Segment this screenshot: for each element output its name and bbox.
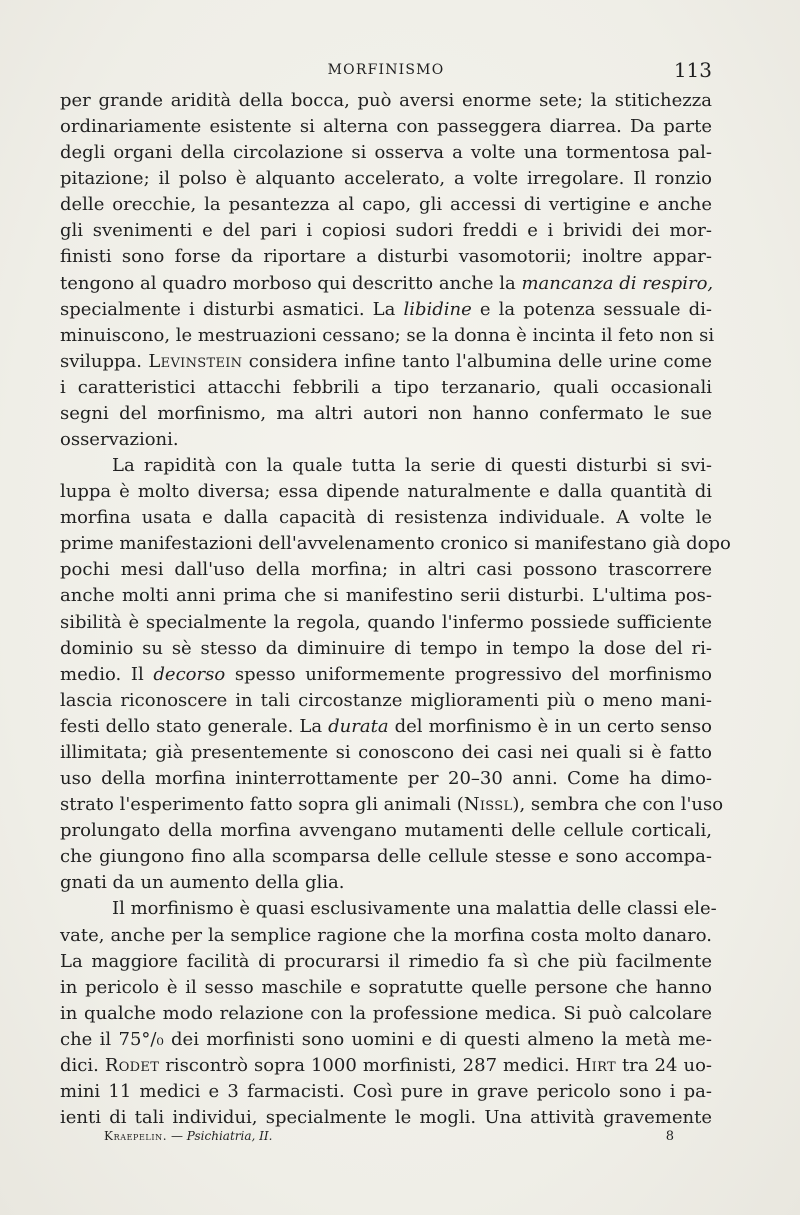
text-line: ienti di tali individui, specialmente le mogli. Una attività gravemente — [60, 1107, 712, 1129]
text-line: gnati da un aumento della glia. — [60, 872, 345, 894]
footer-work-title: Psichiatria, II. — [186, 1129, 273, 1143]
text-line — [60, 1053, 712, 1079]
text-line: degli organi della circolazione si osserva a volte una tormentosa pal- — [60, 142, 712, 164]
page-number: 113 — [673, 58, 712, 82]
text-line: delle orecchie, la pesantezza al capo, gli accessi di vertigine e anche — [60, 194, 712, 216]
italic-term: libidine — [403, 298, 472, 320]
author-name: Hirt — [575, 1054, 616, 1076]
italic-term: mancanza di respiro, — [521, 272, 714, 294]
text-run: specialmente i disturbi asmatici. La — [60, 298, 404, 320]
text-line: ordinariamente esistente si alterna con passeggera diarrea. Da parte — [60, 116, 712, 138]
text-line: per grande aridità della bocca, può aversi enorme sete; la stitichezza — [60, 90, 712, 111]
text-run: tra 24 uo- — [615, 1054, 713, 1076]
text-line: lascia riconoscere in tali circostanze miglioramenti più o meno mani- — [60, 689, 712, 711]
text-run: festi dello stato generale. La — [60, 715, 329, 737]
text-line: in pericolo è il sesso maschile e sopratutte quelle persone che hanno — [60, 976, 712, 998]
text-line: minuiscono, le mestruazioni cessano; se la donna è incinta il feto non si — [60, 324, 715, 346]
text-run: strato l'esperimento fatto sopra gli animali ( — [60, 794, 464, 816]
italic-term: decorso — [153, 663, 226, 685]
text-line: uso della morfina ininterrottamente per 20–30 anni. Come ha dimo- — [60, 768, 712, 790]
text-line: vate, anche per la semplice ragione che la morfina costa molto danaro. — [60, 924, 712, 946]
text-line — [60, 792, 724, 818]
author-name: Nissl — [463, 794, 513, 816]
text-line: La rapidità con la quale tutta la serie di questi disturbi si svi- — [112, 455, 712, 477]
text-line — [60, 714, 712, 740]
text-line — [60, 662, 712, 688]
running-title: MORFINISMO — [327, 62, 445, 78]
text-line: che il 75°/₀ dei morfinisti sono uomini e di questi almeno la metà me- — [60, 1028, 712, 1050]
text-run: medio. Il — [60, 663, 154, 685]
text-line: gli svenimenti e del pari i copiosi sudori freddi e i brividi dei mor- — [60, 220, 712, 242]
footer-author: Kraepelin. — [104, 1129, 168, 1143]
text-line: osservazioni. — [60, 429, 179, 451]
text-run: riscontrò sopra 1000 morfinisti, 287 medici. — [159, 1054, 576, 1076]
text-line — [60, 271, 712, 297]
text-line: sibilità è specialmente la regola, quando l'infermo possiede sufficiente — [60, 611, 712, 633]
footer-separator: — — [167, 1129, 187, 1143]
text-line: Il morfinismo è quasi esclusivamente una malattia delle classi ele- — [112, 898, 717, 920]
text-run: e la potenza sessuale di- — [471, 298, 712, 320]
text-line — [60, 297, 712, 323]
text-line: illimitata; già presentemente si conoscono dei casi nei quali si è fatto — [60, 741, 712, 763]
text-line: prolungato della morfina avvengano mutamenti delle cellule corticali, — [60, 820, 712, 842]
text-run: ), sembra che con l'uso — [512, 794, 724, 816]
page-footer — [104, 1129, 674, 1149]
text-line: anche molti anni prima che si manifestino serii disturbi. L'ultima pos- — [60, 585, 712, 607]
text-line — [60, 349, 712, 375]
text-line: segni del morfinismo, ma altri autori non hanno confermato le sue — [60, 402, 712, 424]
signature-mark: 8 — [665, 1129, 674, 1144]
text-line: pochi mesi dall'uso della morfina; in altri casi possono trascorrere — [60, 559, 712, 581]
body-text — [60, 88, 731, 1131]
text-line: pitazione; il polso è alquanto accelerato, a volte irregolare. Il ronzio — [60, 168, 712, 190]
text-line: dominio su sè stesso da diminuire di tempo in tempo la dose del ri- — [60, 637, 712, 659]
author-name: Rodet — [104, 1054, 160, 1076]
text-run: dici. — [60, 1054, 105, 1076]
text-run: considera infine tanto l'albumina delle urine come — [242, 350, 713, 372]
text-line: i caratteristici attacchi febbrili a tipo terzanario, quali occasionali — [60, 376, 712, 398]
text-run: del morfinismo è in un certo senso — [388, 715, 712, 737]
page-header — [60, 58, 712, 82]
text-run: spesso uniformemente progressivo del morfinismo — [225, 663, 713, 685]
text-line: in qualche modo relazione con la professione medica. Si può calcolare — [60, 1002, 712, 1024]
text-line: finisti sono forse da riportare a disturbi vasomotorii; inoltre appar- — [60, 246, 712, 268]
text-line: luppa è molto diversa; essa dipende naturalmente e dalla quantità di — [60, 481, 712, 503]
text-run: tengono al quadro morboso qui descritto anche la — [60, 272, 522, 294]
text-run: sviluppa. — [60, 350, 149, 372]
text-line: mini 11 medici e 3 farmacisti. Così pure in grave pericolo sono i pa- — [60, 1080, 712, 1102]
text-line: che giungono fino alla scomparsa delle cellule stesse e sono accompa- — [60, 846, 712, 868]
text-line: morfina usata e dalla capacità di resistenza individuale. A volte le — [60, 507, 712, 529]
text-line: prime manifestazioni dell'avvelenamento cronico si manifestano già dopo — [60, 533, 731, 555]
italic-term: durata — [328, 715, 389, 737]
author-name: Levinstein — [148, 350, 243, 372]
text-line: La maggiore facilità di procurarsi il rimedio fa sì che più facilmente — [60, 950, 712, 972]
book-reference — [104, 1129, 272, 1143]
